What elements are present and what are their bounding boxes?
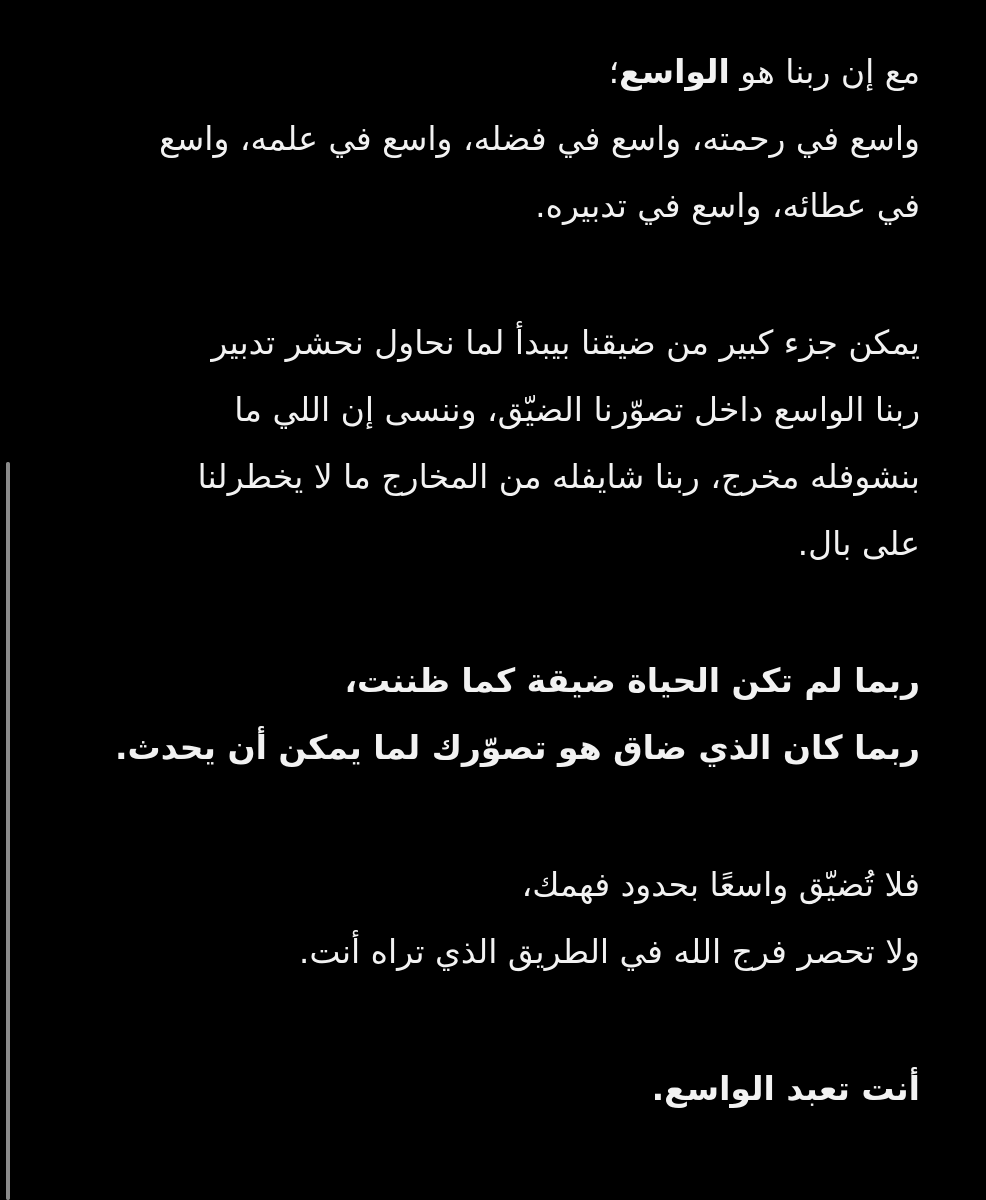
paragraph-2 (60, 309, 920, 577)
post-text (60, 38, 920, 1122)
text-line: واسع في رحمته، واسع في فضله، واسع في علمه، واسع (159, 119, 920, 158)
paragraph-4 (60, 851, 920, 985)
text-line: ربما كان الذي ضاق هو تصوّرك لما يمكن أن يحدث. (115, 728, 920, 767)
bold-word: الواسع (619, 52, 730, 91)
paragraph-3 (60, 647, 920, 781)
text-line: فلا تُضيّق واسعًا بحدود فهمك، (521, 865, 920, 904)
text-line: في عطائه، واسع في تدبيره. (535, 186, 920, 225)
text-line (60, 38, 920, 105)
text-line: ربنا الواسع داخل تصوّرنا الضيّق، وننسى إن اللي ما (234, 390, 920, 429)
text-line: يمكن جزء كبير من ضيقنا بيبدأ لما نحاول نحشر تدبير (211, 323, 920, 362)
text-line: ولا تحصر فرج الله في الطريق الذي تراه أنت. (298, 932, 920, 971)
text-line: أنت تعبد الواسع. (651, 1069, 920, 1108)
text-line: على بال. (797, 524, 920, 563)
text-segment: مع إن ربنا هو (729, 52, 920, 91)
text-segment: ؛ (608, 52, 620, 91)
scrollbar[interactable] (6, 462, 10, 1200)
text-line: بنشوفله مخرج، ربنا شايفله من المخارج ما لا يخطرلنا (197, 457, 920, 496)
paragraph-1 (60, 38, 920, 239)
text-line: ربما لم تكن الحياة ضيقة كما ظننت، (344, 661, 920, 700)
paragraph-5 (60, 1055, 920, 1122)
